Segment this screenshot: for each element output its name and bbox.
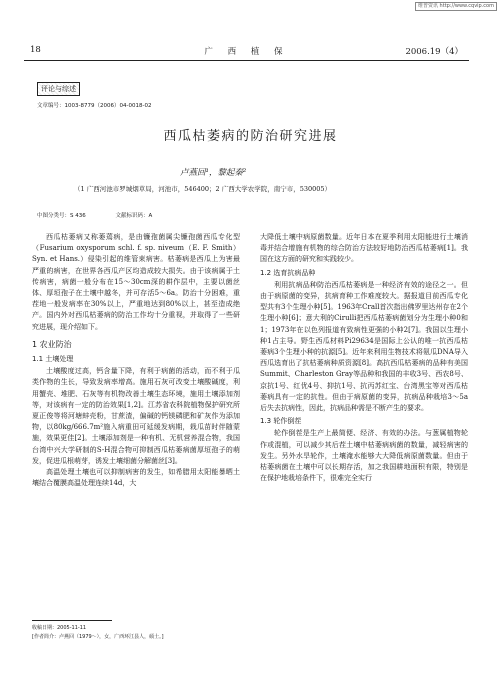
resistant-varieties-paragraph: 利用抗病品种防治西瓜枯萎病是一种经济有效的途径之一。但由于病原菌的变异，抗病育种工作难度较大。据报道目前西瓜专化型共有3个生理小种[5]。1963年Crall首次指出佛罗里达州存在2个生理小种[6]；意大利的Cirulli把西瓜枯萎病菌划分为生理小种0和1；1973年在以色列报道有致病性更强的小种2[7]。我国以生理小种1占主导。野生西瓜材料Pi29634是国际上公认的唯一抗西瓜枯萎病3个生理小种的抗源[5]。近年来利用生物技术将氨瓜DNA导入西瓜选育出了抗枯萎病种质资源[8]。高抗西瓜枯萎病的品种有美国Summit、Charleston Gray等品种和我国的丰收3号、西农8号、京抗1号、红优4号、抑抗1号、抗丙苏红宝、台湾黑宝等对西瓜枯萎病具有一定的抗性。但由于病原菌的变异，抗病品种栽培3～5a后失去抗病性，因此，抗病品种需是不断产生的要求。 <box>260 280 468 413</box>
high-temp-paragraph: 高温处理土壤也可以抑制病害的发生，如希腊用太阳能暴晒土壤结合覆膜高温处理连续14d，大 <box>32 468 240 488</box>
heading-resistant-varieties: 1.2 选育抗病品种 <box>260 268 316 277</box>
clc-number: 中图分类号：S 436 <box>37 213 86 219</box>
authors: 卢燕回¹，黎起秦² <box>180 168 247 178</box>
watermark: 维普资讯 http://www.cqvip.com <box>415 2 497 11</box>
received-date: 收稿日期：2005-11-11 <box>32 625 87 631</box>
article-title: 西瓜枯萎病的防治研究进展 <box>163 129 338 144</box>
crop-rotation-paragraph: 轮作倒茬是生产上最简便、经济、有效的办法。与葱属植物轮作或混植，可以减少其后茬土壤中枯萎病病菌的数量，减轻病害的发生。另外水旱轮作，土壤淹水能够大大降低病原菌数量。但由于枯萎病菌在土壤中可以长期存活，加之我国耕地面积有限，特别是在保护地栽培条件下，很难完全实行 <box>260 429 468 483</box>
soil-treatment-paragraph: 土壤酸度过高，钙含量下降，有利于病菌的活动，而不利于瓜类作物的生长，导致发病率增高。施用石灰可改变土壤酸碱度，利用蟹壳、堆肥、石灰等有机物改善土壤生态环境，施用土壤添加剂等，对该病有一定的防治效果[1,2]。江苏省农科院植物保护研究所夏正俊等将河塘蚌壳粉，甘蔗渣，偏碱的钙镁磷肥和矿灰作为添加物，以80kg/666.7m²施入病重田可延缓发病期，栽瓜苗时伴随蒙施，效果更佳[2]。土壤添加剂是一种有机、无机营养混合物，我国台湾中兴大学研制的S-H混合物可抑制西瓜枯萎病菌厚垣孢子的萌发，促进瓜根萌芽，诱发土壤细菌分解菌丝[3]。 <box>32 367 240 465</box>
header-rule <box>24 60 469 61</box>
left-column <box>32 232 240 489</box>
section-label: 评论与综述 <box>37 82 80 96</box>
affiliation: （1 广西河池市罗城烟草局，河池市，546400；2 广西大学农学院，南宁市，530005） <box>74 185 332 193</box>
classification-meta <box>37 211 180 219</box>
intro-paragraph: 西瓜枯萎病又称萎蔫病，是由镰孢菌属尖镰孢菌西瓜专化型（Fusarium oxysporum schl. f. sp. niveum（E. F. Smith）Syn. et Hans.）侵染引起的维管束病害。枯萎病是西瓜上为害最严重的病害，在世界各西瓜产区均造成较大损失。由于该病属于土传病害，病菌一般分布在15～30cm深的耕作层中，主要以菌丝体、厚垣孢子在土壤中越冬，并可存活5～6a。防治十分困难，重茬地一般发病率在30%以上，严重地达到80%以上，甚至造成绝产。国内外对西瓜枯萎病的防治工作均十分重视，并取得了一些研究进展，现介绍如下。 <box>32 233 240 331</box>
heading-soil-treatment: 1.1 土壤处理 <box>32 355 74 364</box>
heading-agricultural-control: 1 农业防治 <box>32 339 72 349</box>
heading-crop-rotation: 1.3 轮作倒茬 <box>260 417 302 426</box>
page-number: 18 <box>30 45 41 55</box>
author-info: [作者简介：卢燕回（1979～），女，广西环江县人，硕士。] <box>32 634 164 640</box>
right-column <box>260 232 468 484</box>
article-number: 文章编号：1003-8779（2006）04-0018-02 <box>37 103 152 109</box>
journal-name: 广 西 植 保 <box>204 47 289 57</box>
running-header <box>24 45 469 57</box>
footnote-rule <box>32 620 112 621</box>
continued-paragraph: 大降低土壤中病原菌数量。近年日本在夏季利用太阳能进行土壤消毒并结合增施有机物的综合防治方法较好地防治西瓜枯萎病[1]。我国在这方面的研究和实践较少。 <box>260 233 468 264</box>
footnote <box>32 624 164 642</box>
issue-info: 2006.19（4） <box>405 47 463 57</box>
document-code: 文献标识码：A <box>115 213 153 219</box>
